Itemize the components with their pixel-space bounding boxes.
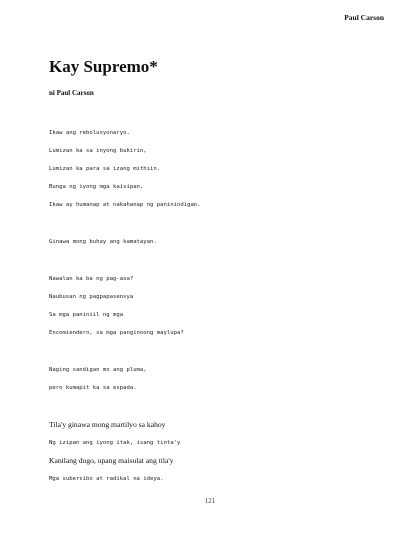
poem-line: Encomiendero, sa mga panginoong maylupa? xyxy=(49,330,184,336)
poem-line: Ginawa mong buhay ang kamatayan. xyxy=(49,239,157,245)
poem-line: pero kumapit ka sa espada. xyxy=(49,385,137,391)
poem-line: Lumizan ka para sa izang mithiin. xyxy=(49,166,161,172)
poem-byline: ni Paul Carson xyxy=(49,89,94,97)
stanza-2 xyxy=(49,233,389,251)
stanza-1 xyxy=(49,124,389,214)
poem-line: Kanilang dugo, upang maisulat ang tila'y xyxy=(49,456,174,465)
poem-line: Naubusan ng pagpapasensya xyxy=(49,294,134,300)
poem-line: Mga subersibo at radikal na ideya. xyxy=(49,476,164,482)
poem-line: Ikaw ay humanap at nakahanap ng paninindigan. xyxy=(49,202,201,208)
poem-line: Sa mga paniniil ng mga xyxy=(49,312,124,318)
poem-title: Kay Supremo* xyxy=(49,57,158,76)
poem-line: Ng izipan ang iyong itak, isang tinta'y xyxy=(49,440,181,446)
stanza-3 xyxy=(49,270,389,342)
poem-body xyxy=(49,124,389,507)
running-head: Paul Carson xyxy=(344,13,384,22)
poem-line: Ikaw ang rebolusyonaryo. xyxy=(49,130,130,136)
poem-line: Tila'y ginawa mong martilyo sa kahoy xyxy=(49,420,166,429)
poem-line: Bunga ng iyong mga kaisipan, xyxy=(49,184,144,190)
stanza-4 xyxy=(49,361,389,397)
page-number: 121 xyxy=(204,497,216,505)
poem-line: Naging sandigan mo ang pluma, xyxy=(49,367,147,373)
poem-line: Lumizan ka sa inyong bukirin, xyxy=(49,148,147,154)
stanza-5 xyxy=(49,416,389,488)
poem-line: Nawalan ka ba ng pag-asa? xyxy=(49,276,134,282)
